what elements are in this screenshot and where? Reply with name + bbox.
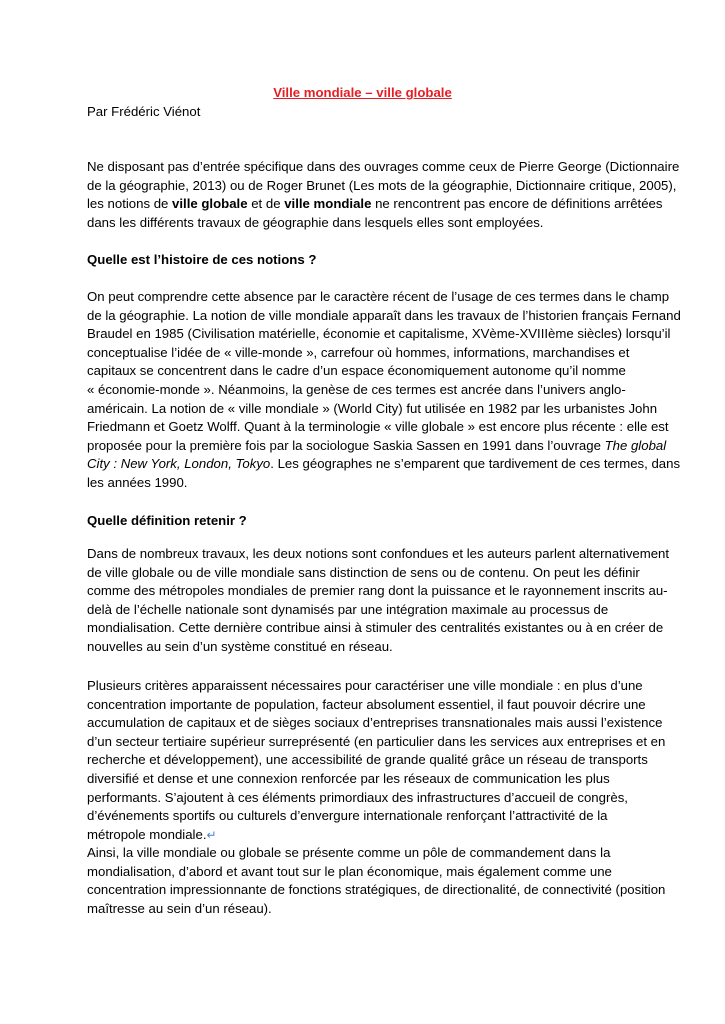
definition-line-5: mondialisation. Cette dernière contribue ainsi à stimuler des centralités existantes ou à en créer de [87,620,664,636]
history-line-6: « économie-monde ». Néanmoins, la genèse de ces termes est ancrée dans l’univers anglo- [87,381,626,397]
criteria-line-3: accumulation de capitaux et de sièges sociaux d’entreprises transnationales mais aussi l’existence [87,715,663,731]
history-line-11: les années 1990. [87,474,188,490]
intro-paragraph [87,158,680,232]
history-line-7: américain. La notion de « ville mondiale » (World City) fut utilisée en 1982 par les urbanistes John [87,400,658,416]
book-title-part-2: City : New York, London, Tokyo [87,456,271,472]
term-ville-globale: ville globale [172,196,248,212]
history-line-5: capitaux se concentrent dans le cadre d’un espace économiquement autonome qu’il nomme [87,363,626,379]
book-title-part-1: The global [604,437,667,453]
document-title: Ville mondiale – ville globale [273,85,452,100]
criteria-line-1: Plusieurs critères apparaissent nécessaires pour caractériser une ville mondiale : en plus d’une [87,678,643,693]
criteria-line-5: recherche et développement), une accessibilité de grande qualité grâce un réseau de transports [87,752,648,768]
history-line-9 [87,437,667,456]
author-line: Par Frédéric Viénot [87,104,201,119]
intro-line-1: Ne disposant pas d’entrée spécifique dans des ouvrages comme ceux de Pierre George (Dictionnaire [87,159,680,174]
definition-line-6: nouvelles au sein d’un système constitué en réseau. [87,638,393,654]
return-arrow-icon: ↵ [206,827,217,842]
definition-line-1: Dans de nombreux travaux, les deux notions sont confondues et les auteurs parlent alternativement [87,546,670,561]
heading-definition: Quelle définition retenir ? [87,513,247,528]
history-line-9-part-1: proposée pour la première fois par la sociologue Saskia Sassen en 1991 dans l’ouvrage [87,437,605,453]
criteria-line-6: diversifié et dense et une connexion renforcée par les réseaux de communication les plus [87,770,610,786]
criteria-paragraph [87,677,666,844]
history-line-3: Braudel en 1985 (Civilisation matérielle, économie et capitalisme, XVème-XVIIIème siècles) lorsqu’il [87,326,671,342]
conclusion-line-2: mondialisation, d’abord et avant tout sur le plan économique, mais également comme une [87,863,612,879]
history-line-1: On peut comprendre cette absence par le caractère récent de l’usage de ces termes dans le champ [87,289,670,304]
criteria-line-2: concentration importante de population, facteur absolument essentiel, il faut pouvoir décrire une [87,696,646,712]
intro-line-3-part-3: ne rencontrent pas encore de définitions arrêtées [371,196,663,212]
conclusion-line-1: Ainsi, la ville mondiale ou globale se présente comme un pôle de commandement dans la [87,845,611,860]
criteria-line-4: d’un secteur tertiaire supérieur surreprésenté (en particulier dans les services aux entreprises et en [87,733,666,749]
intro-line-2: de la géographie, 2013) ou de Roger Brunet (Les mots de la géographie, Dictionnaire critique, 2005), [87,177,677,193]
intro-line-4: dans les différents travaux de géographie dans lesquels elles sont employées. [87,214,544,230]
history-line-10 [87,455,681,474]
history-line-10-part-2: . Les géographes ne s’emparent que tardivement de ces termes, dans [270,456,681,472]
conclusion-line-4: maîtresse au sein d’un réseau). [87,900,272,916]
criteria-line-9 [87,826,632,845]
history-line-8: Friedmann et Goetz Wolff. Quant à la terminologie « ville globale » est encore plus récente : elle est [87,419,669,435]
history-paragraph [87,288,681,493]
history-line-2: de la géographie. La notion de ville mondiale apparaît dans les travaux de l’historien français Fernand [87,307,681,323]
definition-line-4: delà de l’échelle nationale sont dynamisés par une intégration maximale au processus de [87,601,609,617]
criteria-line-9-text: métropole mondiale. [87,826,207,842]
heading-history: Quelle est l’histoire de ces notions ? [87,252,317,267]
intro-line-3 [87,195,663,214]
definition-line-2: de ville globale ou de ville mondiale sans distinction de sens ou de contenu. On peut les définir [87,564,640,580]
intro-line-3-part-2: et de [247,196,285,212]
intro-line-3-part-1: les notions de [87,196,173,212]
history-line-4: conceptualise l’idée de « ville-monde », carrefour où hommes, informations, marchandises et [87,344,630,360]
conclusion-paragraph [87,844,666,918]
conclusion-line-3: concentration impressionnante de fonctions stratégiques, de directionalité, de connectivité (position [87,882,666,898]
criteria-line-7: performants. S’ajoutent à ces éléments primordiaux des infrastructures d’accueil de congrès, [87,789,628,805]
definition-paragraph [87,545,670,657]
definition-line-3: comme des métropoles mondiales de premier rang dont la puissance et le rayonnement inscrits au- [87,583,668,599]
criteria-line-8: d’événements sportifs ou culturels d’envergure internationale renforçant l’attractivité de la [87,808,608,824]
term-ville-mondiale: ville mondiale [284,196,372,212]
